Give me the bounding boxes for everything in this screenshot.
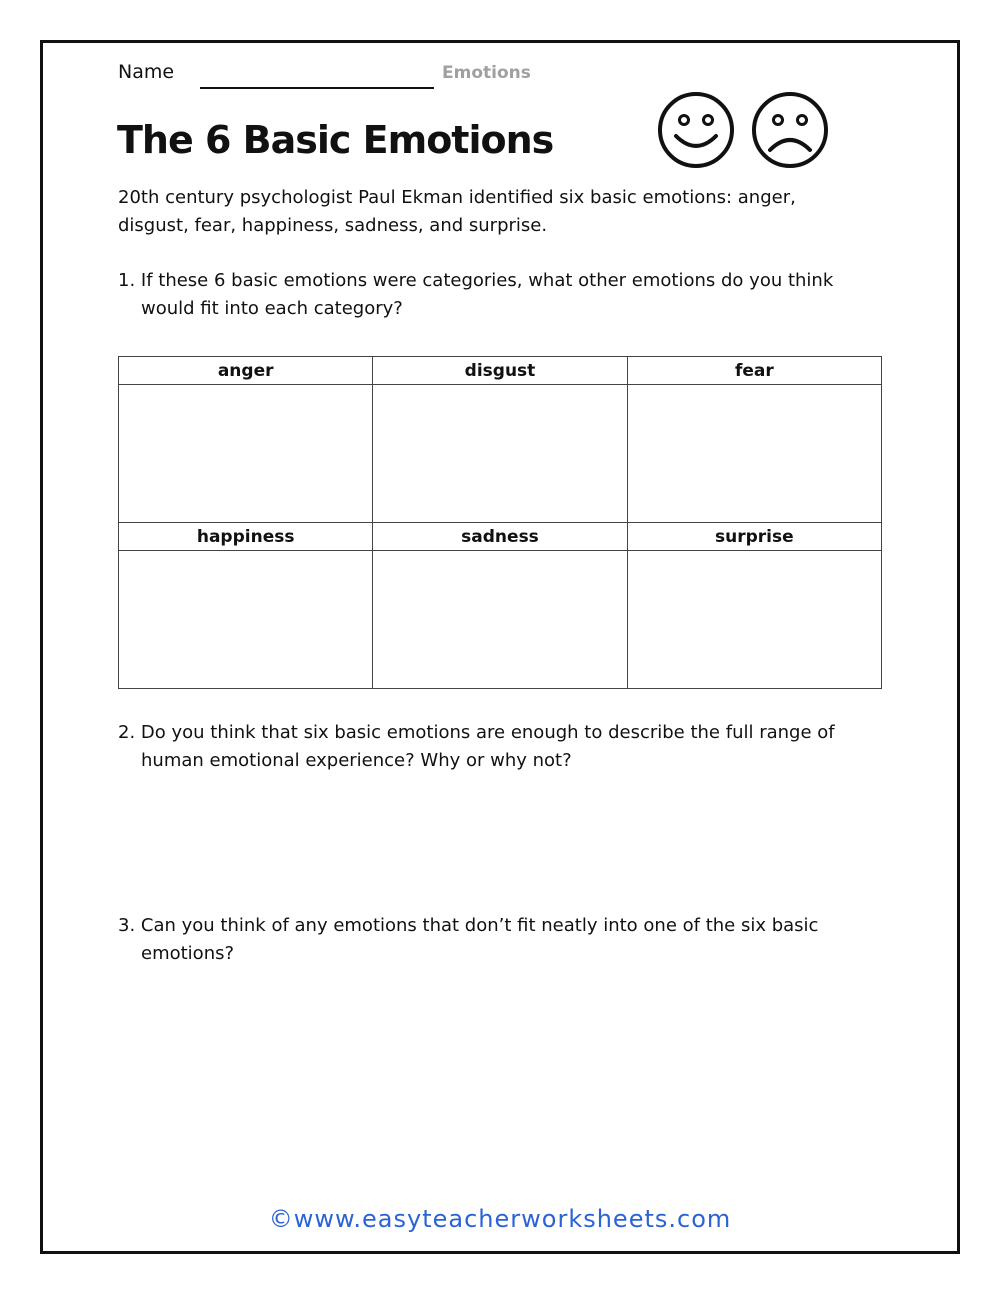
answer-cell-disgust[interactable] [373, 385, 627, 523]
answer-cell-anger[interactable] [119, 385, 373, 523]
answer-area-3[interactable] [118, 975, 882, 1185]
table-answer-row [119, 551, 882, 689]
intro-line-1: 20th century psychologist Paul Ekman identified six basic emotions: anger, [118, 187, 796, 208]
name-input-line[interactable] [200, 87, 434, 89]
question-2 [118, 719, 898, 775]
header-anger: anger [119, 357, 373, 385]
question-3-line-1: 3. Can you think of any emotions that don’t fit neatly into one of the six basic [118, 915, 819, 936]
footer-website: ©www.easyteacherworksheets.com [268, 1205, 732, 1233]
answer-cell-sadness[interactable] [373, 551, 627, 689]
answer-area-2[interactable] [118, 782, 882, 902]
question-2-line-1: 2. Do you think that six basic emotions are enough to describe the full range of [118, 722, 835, 743]
header-sadness: sadness [373, 523, 627, 551]
intro-line-2: disgust, fear, happiness, sadness, and surprise. [118, 215, 548, 236]
question-1 [118, 267, 898, 323]
emotion-faces [656, 92, 830, 168]
sad-face-icon [754, 94, 826, 166]
table-answer-row [119, 385, 882, 523]
name-label: Name [118, 61, 175, 83]
question-1-line-2: would fit into each category? [141, 298, 403, 319]
worksheet-title: The 6 Basic Emotions [117, 118, 554, 162]
emotion-category-table [118, 356, 882, 689]
header-happiness: happiness [119, 523, 373, 551]
header-surprise: surprise [627, 523, 881, 551]
topic-label: Emotions [442, 63, 531, 83]
table-header-row [119, 523, 882, 551]
answer-cell-fear[interactable] [627, 385, 881, 523]
header-fear: fear [627, 357, 881, 385]
intro-paragraph [118, 184, 898, 240]
header-disgust: disgust [373, 357, 627, 385]
smiley-face-icon [660, 94, 732, 166]
answer-cell-surprise[interactable] [627, 551, 881, 689]
answer-cell-happiness[interactable] [119, 551, 373, 689]
question-1-line-1: 1. If these 6 basic emotions were categories, what other emotions do you think [118, 270, 834, 291]
question-3-line-2: emotions? [141, 943, 235, 964]
question-3 [118, 912, 898, 968]
question-2-line-2: human emotional experience? Why or why not? [141, 750, 572, 771]
table-header-row [119, 357, 882, 385]
